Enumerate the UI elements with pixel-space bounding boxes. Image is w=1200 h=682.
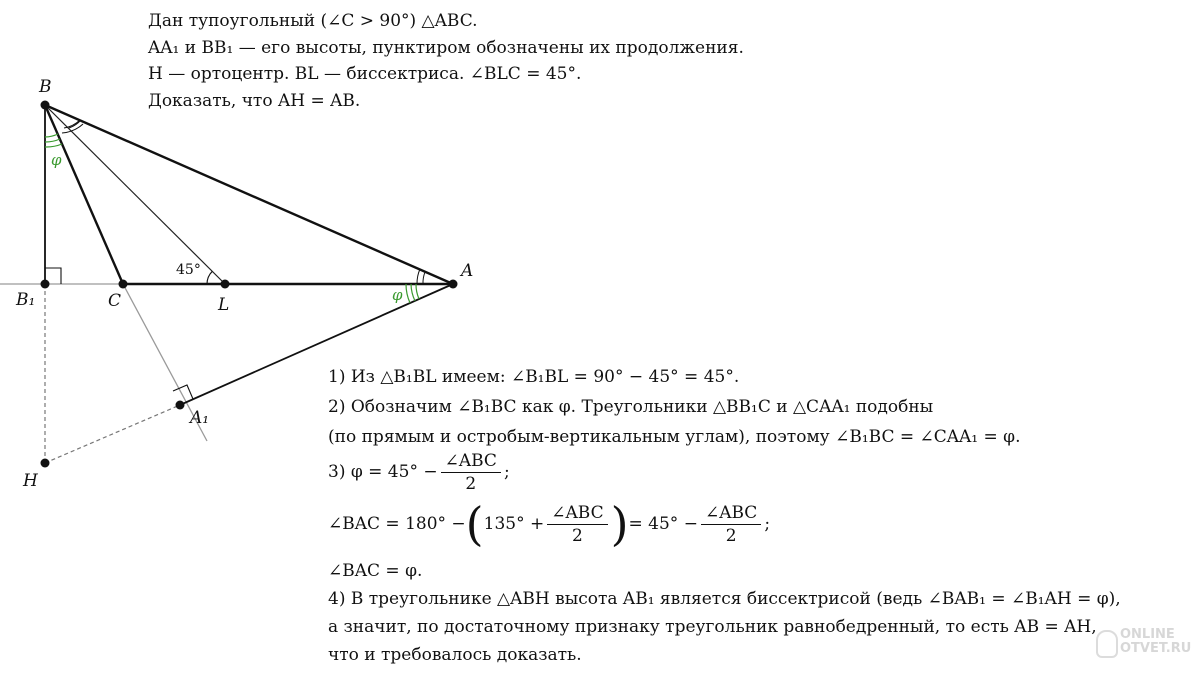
statement-line: H — ортоцентр. BL — биссектриса. ∠BLC = 45°. bbox=[148, 64, 582, 84]
point-b1 bbox=[41, 280, 50, 289]
label-phi-b: φ bbox=[51, 151, 62, 169]
phi-arc-b-3 bbox=[45, 144, 62, 147]
label-b1: B₁ bbox=[16, 290, 36, 310]
label-c: C bbox=[108, 291, 122, 311]
solution-conclusion: что и требовалось доказать. bbox=[328, 645, 582, 665]
dashed-h-a1 bbox=[45, 405, 180, 463]
phi-arc-a-3 bbox=[406, 284, 410, 303]
label-b: B bbox=[39, 77, 52, 97]
close-paren: ) bbox=[610, 497, 629, 551]
bac-inner: 135° + bbox=[483, 513, 545, 534]
open-paren: ( bbox=[465, 497, 484, 551]
bac-prefix: ∠BAC = 180° − bbox=[328, 513, 466, 534]
label-h: H bbox=[23, 471, 38, 491]
fraction-denominator: 2 bbox=[465, 474, 477, 494]
fraction-denominator: 2 bbox=[725, 525, 737, 546]
fraction bbox=[441, 450, 501, 495]
point-b bbox=[41, 101, 50, 110]
fraction-numerator: ∠ABC bbox=[701, 502, 761, 525]
label-phi-a: φ bbox=[392, 286, 403, 304]
statement-line: Дан тупоугольный (∠C > 90°) △ABC. bbox=[148, 11, 478, 31]
solution-bac-phi: ∠BAC = φ. bbox=[328, 561, 423, 581]
fraction bbox=[701, 502, 761, 547]
solution-step-1: 1) Из △B₁BL имеем: ∠B₁BL = 90° − 45° = 45°. bbox=[328, 367, 740, 387]
label-angle-45: 45° bbox=[176, 262, 201, 278]
fraction-numerator: ∠ABC bbox=[441, 450, 501, 473]
solution-step-4-cont: а значит, по достаточному признаку треугольник равнобедренный, то есть AB = AH, bbox=[328, 617, 1097, 637]
angle-arc-a-2 bbox=[423, 272, 425, 284]
problem-statement bbox=[148, 8, 744, 114]
label-a1: A₁ bbox=[190, 408, 210, 428]
lightbulb-icon bbox=[1096, 630, 1118, 658]
side-ab bbox=[45, 105, 453, 284]
solution-step-2: 2) Обозначим ∠B₁BC как φ. Треугольники △BB₁C и △CAA₁ подобны bbox=[328, 397, 934, 417]
bisector-bl bbox=[45, 105, 225, 284]
step3-prefix: 3) φ = 45° − bbox=[328, 462, 438, 483]
bac-equals: = 45° − bbox=[628, 513, 698, 534]
solution-step-4: 4) В треугольнике △ABH высота AB₁ является биссектрисой (ведь ∠BAB₁ = ∠B₁AH = φ), bbox=[328, 589, 1121, 609]
point-l bbox=[221, 280, 230, 289]
point-a1 bbox=[176, 401, 185, 410]
label-a: A bbox=[461, 261, 474, 281]
phi-arc-b-2 bbox=[45, 139, 60, 142]
phi-arc-b-1 bbox=[45, 134, 58, 137]
point-h bbox=[41, 459, 50, 468]
phi-arc-a-2 bbox=[411, 284, 415, 301]
label-l: L bbox=[218, 295, 230, 315]
fraction bbox=[547, 502, 607, 547]
bac-suffix: ; bbox=[764, 513, 771, 534]
phi-arc-a-1 bbox=[416, 284, 419, 299]
step3-suffix: ; bbox=[503, 462, 510, 483]
watermark-line-1: ONLINE bbox=[1120, 627, 1175, 642]
statement-line: Доказать, что AH = AB. bbox=[148, 90, 361, 111]
solution-step-3 bbox=[328, 450, 510, 495]
fraction-numerator: ∠ABC bbox=[547, 502, 607, 525]
watermark-line-2: OTVET.RU bbox=[1120, 641, 1192, 656]
angle-arc-a-1 bbox=[417, 269, 420, 284]
solution-step-3-bac bbox=[328, 497, 771, 551]
side-bc bbox=[45, 105, 123, 284]
solution-step-2-cont: (по прямым и остробым-вертикальным углам), поэтому ∠B₁BC = ∠CAA₁ = φ. bbox=[328, 427, 1021, 447]
fraction-denominator: 2 bbox=[571, 525, 583, 546]
statement-line: AA₁ и BB₁ — его высоты, пунктиром обозначены их продолжения. bbox=[148, 37, 744, 58]
point-c bbox=[119, 280, 128, 289]
angle-arc-blc bbox=[207, 271, 212, 284]
point-a bbox=[449, 280, 458, 289]
